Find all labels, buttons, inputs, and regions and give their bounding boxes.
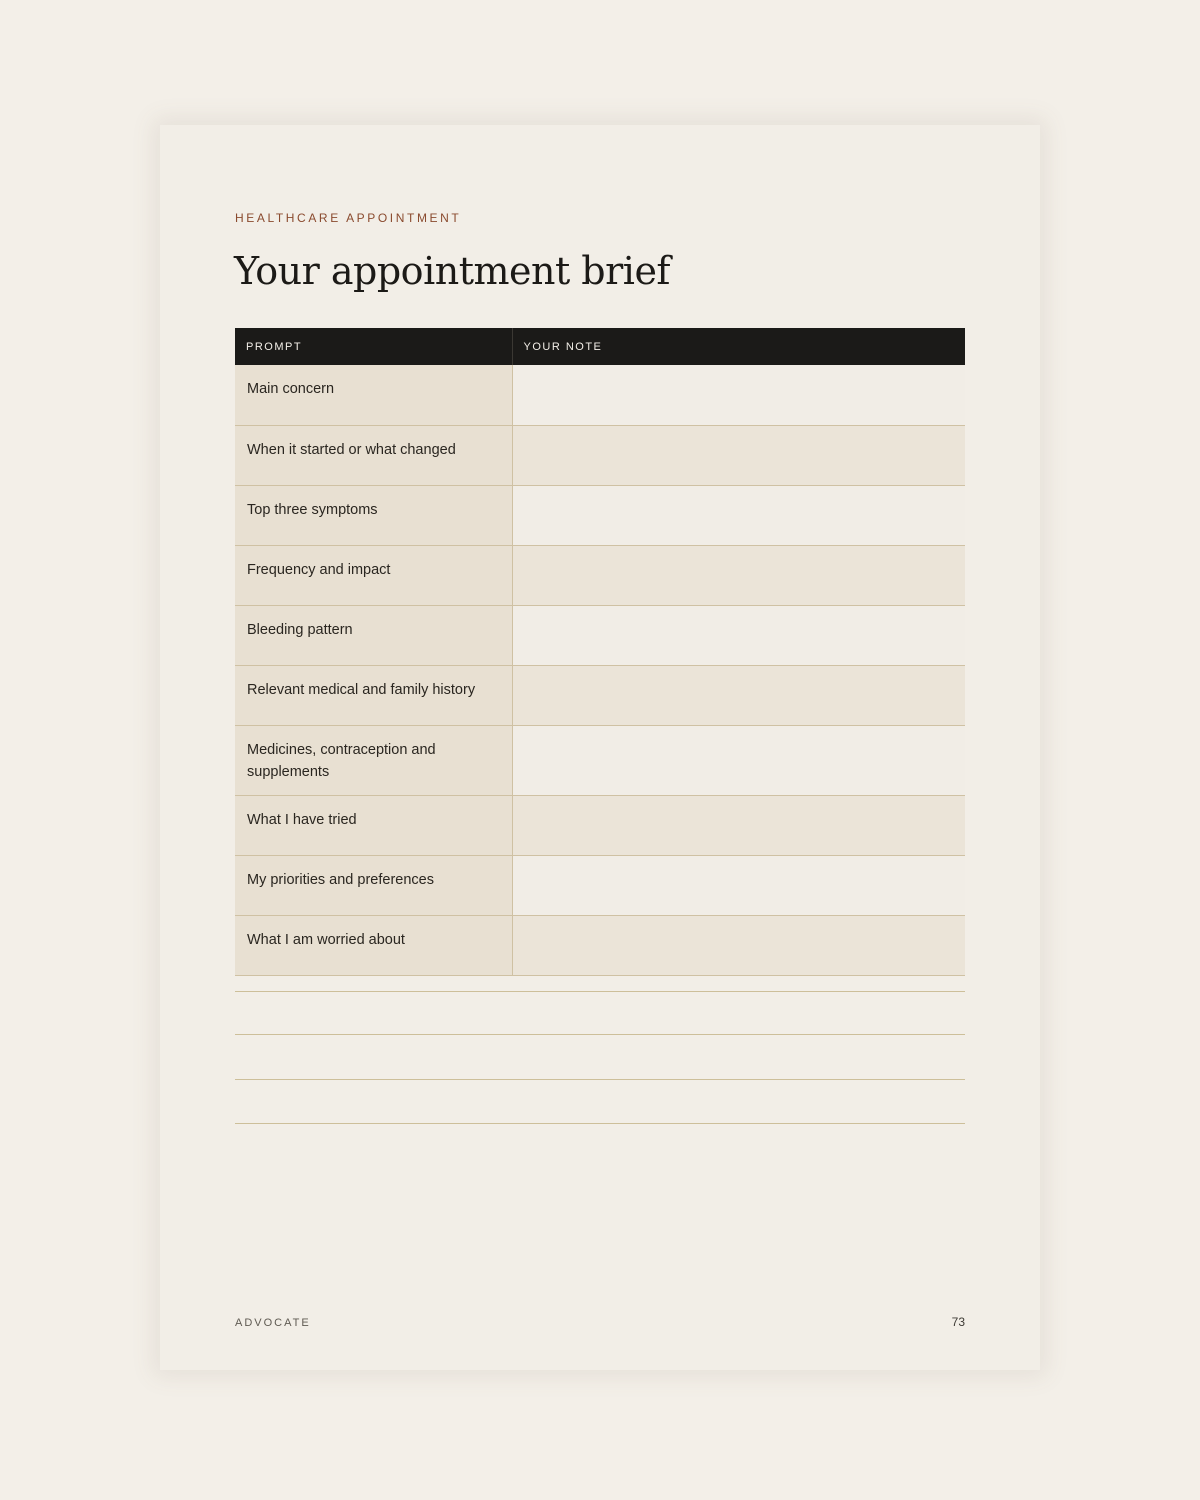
column-header-prompt: PROMPT (235, 328, 512, 365)
page-title: Your appointment brief (234, 249, 671, 293)
prompt-cell: Top three symptoms (235, 485, 512, 545)
writing-line[interactable] (235, 1079, 965, 1080)
note-cell[interactable] (512, 605, 965, 665)
prompt-cell: My priorities and preferences (235, 855, 512, 915)
table-row (235, 425, 965, 485)
writing-line[interactable] (235, 991, 965, 992)
table-row (235, 605, 965, 665)
document-page (160, 125, 1040, 1370)
writing-line[interactable] (235, 1034, 965, 1035)
note-cell[interactable] (512, 545, 965, 605)
table-row (235, 485, 965, 545)
note-cell[interactable] (512, 915, 965, 975)
note-cell[interactable] (512, 425, 965, 485)
table-row (235, 725, 965, 795)
prompt-cell: Bleeding pattern (235, 605, 512, 665)
column-header-your-note: YOUR NOTE (512, 328, 965, 365)
prompt-cell: Relevant medical and family history (235, 665, 512, 725)
table-row (235, 545, 965, 605)
note-cell[interactable] (512, 485, 965, 545)
note-cell[interactable] (512, 855, 965, 915)
prompt-cell: Frequency and impact (235, 545, 512, 605)
section-eyebrow: HEALTHCARE APPOINTMENT (235, 211, 462, 225)
note-cell[interactable] (512, 725, 965, 795)
note-cell[interactable] (512, 795, 965, 855)
footer-running-title: ADVOCATE (235, 1317, 311, 1329)
prompt-cell: What I am worried about (235, 915, 512, 975)
table-row (235, 915, 965, 975)
appointment-brief-table (235, 328, 965, 976)
note-cell[interactable] (512, 365, 965, 425)
note-cell[interactable] (512, 665, 965, 725)
page-number: 73 (951, 1315, 965, 1329)
prompt-cell: Main concern (235, 365, 512, 425)
table-header-row (235, 328, 965, 365)
prompt-cell: Medicines, contraception and supplements (235, 725, 512, 795)
prompt-cell: What I have tried (235, 795, 512, 855)
table-row (235, 795, 965, 855)
prompt-cell: When it started or what changed (235, 425, 512, 485)
table-row (235, 665, 965, 725)
table-row (235, 855, 965, 915)
table-row (235, 365, 965, 425)
writing-line[interactable] (235, 1123, 965, 1124)
